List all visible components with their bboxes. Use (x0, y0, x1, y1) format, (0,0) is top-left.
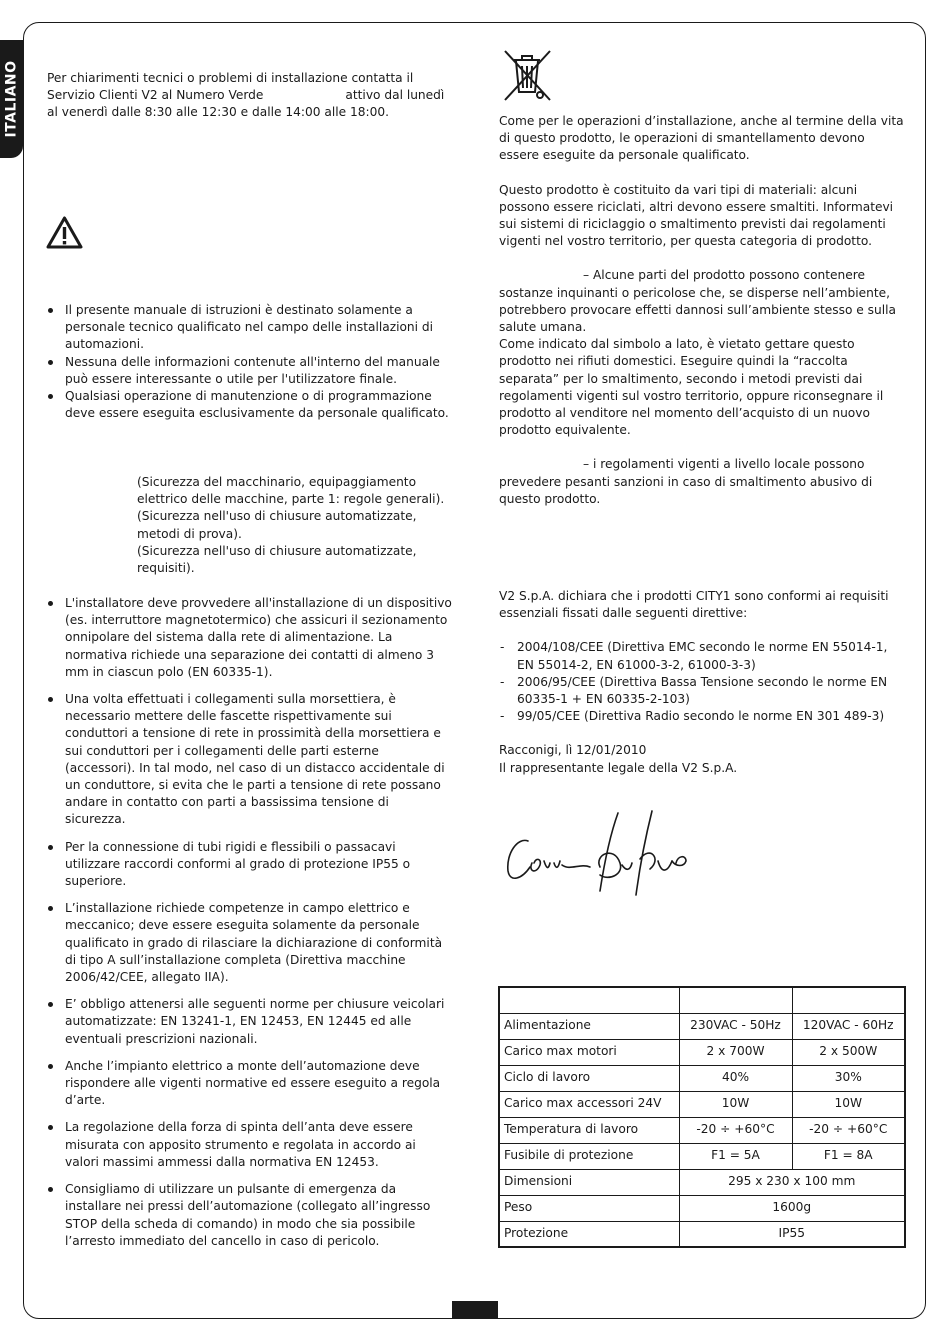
table-cell (679, 987, 792, 1013)
list-item: Il presente manuale di istruzioni è destinato solamente a personale tecnico qualificato nel campo delle installazioni di automazioni. (47, 302, 452, 354)
installation-notes (47, 595, 452, 1260)
warning-list (47, 302, 452, 422)
table-cell: 2 x 700W (679, 1039, 792, 1065)
table-cell: 295 x 230 x 100 mm (679, 1169, 905, 1195)
standard-item: (Sicurezza nell'uso di chiusure automatizzate, requisiti). (137, 543, 417, 576)
disposal-section (499, 113, 904, 508)
table-row (499, 1091, 905, 1117)
table-header-row (499, 987, 905, 1013)
list-item: La regolazione della forza di spinta dell’anta deve essere misurata con apposito strumento e regolata in accordo ai valori massimi ammessi dalla normativa EN 12453. (47, 1119, 452, 1171)
disposal-paragraph: – i regolamenti vigenti a livello locale possono prevedere pesanti sanzioni in caso di smaltimento abusivo di questo prodotto. (499, 457, 873, 506)
table-cell (499, 987, 679, 1013)
table-cell: Dimensioni (499, 1169, 679, 1195)
table-cell: Ciclo di lavoro (499, 1065, 679, 1091)
list-item: Consigliamo di utilizzare un pulsante di emergenza da installare nei pressi dell’automazione (collegato all’ingresso STOP della scheda di comando) in modo che sia possibile l’arresto immediato del cancello in caso di pericolo. (47, 1181, 452, 1250)
table-cell: Fusibile di protezione (499, 1143, 679, 1169)
table-row (499, 1117, 905, 1143)
table-cell: 10W (792, 1091, 905, 1117)
crossed-bin-icon (500, 48, 554, 104)
table-cell: 40% (679, 1065, 792, 1091)
list-item: - 2006/95/CEE (Direttiva Bassa Tensione secondo le norme EN 60335-1 + EN 60335-2-103) (499, 674, 904, 708)
table-cell: Alimentazione (499, 1013, 679, 1039)
declaration-text: V2 S.p.A. dichiara che i prodotti CITY1 sono conformi ai requisiti essenziali fissati dalle seguenti direttive: (499, 589, 889, 621)
list-item: Qualsiasi operazione di manutenzione o di programmazione deve essere eseguita esclusivamente da personale qualificato. (47, 388, 452, 422)
standard-item: (Sicurezza del macchinario, equipaggiamento elettrico delle macchine, parte 1: regole generali). (137, 475, 445, 507)
list-item: L’installazione richiede competenze in campo elettrico e meccanico; deve essere eseguita solamente da personale qualificato in grado di rilasciare la dichiarazione di conformità di tipo A sull’installazione completa (Direttiva macchine 2006/42/CEE, allegato IIA). (47, 900, 452, 986)
table-cell: 1600g (679, 1195, 905, 1221)
standard-item: (Sicurezza nell'uso di chiusure automatizzate, metodi di prova). (137, 509, 417, 541)
language-tab: ITALIANO (0, 40, 23, 158)
table-cell: 230VAC - 50Hz (679, 1013, 792, 1039)
list-item: Nessuna delle informazioni contenute all'interno del manuale può essere interessante o utile per l'utilizzatore finale. (47, 354, 452, 388)
table-cell: 30% (792, 1065, 905, 1091)
table-cell: Carico max accessori 24V (499, 1091, 679, 1117)
table-cell: Protezione (499, 1221, 679, 1247)
table-cell: F1 = 8A (792, 1143, 905, 1169)
list-item: - 99/05/CEE (Direttiva Radio secondo le norme EN 301 489-3) (499, 708, 904, 725)
disposal-paragraph: Questo prodotto è costituito da vari tipi di materiali: alcuni possono essere riciclati, altri devono essere smaltiti. Informatevi sui sistemi di riciclaggio o smaltimento previsti dai regolamenti vigenti nel vostro territorio, per questa categoria di prodotto. (499, 182, 894, 249)
table-cell: Carico max motori (499, 1039, 679, 1065)
disposal-paragraph: – Alcune parti del prodotto possono contenere sostanze inquinanti o pericolose che, se disperse nell’ambiente, potrebbero provocare effetti dannosi sull’ambiente stesso e sulla salute umana. (499, 268, 896, 335)
list-item: Una volta effettuati i collegamenti sulla morsettiera, è necessario mettere delle fascette rispettivamente sui conduttori a tensione di rete in prossimità della morsettiera e sui conduttori per i collegamenti delle parti esterne (accessori). In tal modo, nel caso di un distacco accidentale di un conduttore, si evita che le parti a tensione di rete possano andare in contatto con parti a bassissima tensione di sicurezza. (47, 691, 452, 829)
list-item: Per la connessione di tubi rigidi e flessibili o passacavi utilizzare raccordi conformi al grado di protezione IP55 o superiore. (47, 839, 452, 891)
specifications-table (498, 986, 906, 1248)
signature (500, 805, 690, 900)
table-row (499, 1013, 905, 1039)
table-cell: F1 = 5A (679, 1143, 792, 1169)
table-row (499, 1221, 905, 1247)
table-cell: IP55 (679, 1221, 905, 1247)
list-item: Anche l’impianto elettrico a monte dell’automazione deve rispondere alle vigenti normative ed essere eseguito a regola d’arte. (47, 1058, 452, 1110)
table-cell: 10W (679, 1091, 792, 1117)
legal-representative: Il rappresentante legale della V2 S.p.A. (499, 760, 738, 775)
disposal-paragraph: Come indicato dal simbolo a lato, è vietato gettare questo prodotto nei rifiuti domestici. Eseguire quindi la “raccolta separata” per lo smaltimento, secondo i metodi previsti dai regolamenti vigenti sul vostro territorio, oppure riconsegnare il prodotto al venditore nel momento dell’acquisto di un nuovo prodotto equivalente. (499, 337, 884, 438)
table-cell: -20 ÷ +60°C (679, 1117, 792, 1143)
table-row (499, 1039, 905, 1065)
table-cell: 2 x 500W (792, 1039, 905, 1065)
table-row (499, 1169, 905, 1195)
intro-paragraph: Per chiarimenti tecnici o problemi di installazione contatta il Servizio Clienti V2 al Numero Verde attivo dal lunedì al venerdì dalle 8:30 alle 12:30 e dalle 14:00 alle 18:00. (47, 71, 445, 120)
table-cell (792, 987, 905, 1013)
table-cell: 120VAC - 60Hz (792, 1013, 905, 1039)
table-cell: -20 ÷ +60°C (792, 1117, 905, 1143)
list-item: E’ obbligo attenersi alle seguenti norme per chiusure veicolari automatizzate: EN 13241-1, EN 12453, EN 12445 ed alle eventuali prescrizioni nazionali. (47, 996, 452, 1048)
standards-list (137, 474, 452, 577)
table-row (499, 1143, 905, 1169)
table-row (499, 1065, 905, 1091)
table-cell: Temperatura di lavoro (499, 1117, 679, 1143)
directive-list (499, 639, 904, 725)
disposal-paragraph: Come per le operazioni d’installazione, anche al termine della vita di questo prodotto, le operazioni di smantellamento devono essere eseguite da personale qualificato. (499, 114, 904, 163)
page-number-tab (452, 1301, 498, 1319)
list-item: L'installatore deve provvedere all'installazione di un dispositivo (es. interruttore magnetotermico) che assicuri il sezionamento onnipolare del sistema dalla rete di alimentazione. La normativa richiede una separazione dei contatti di almeno 3 mm in ciascun polo (EN 60335-1). (47, 595, 452, 681)
warning-triangle-icon (46, 216, 83, 249)
table-row (499, 1195, 905, 1221)
declaration-section (499, 588, 904, 777)
list-item: - 2004/108/CEE (Direttiva EMC secondo le norme EN 55014-1, EN 55014-2, EN 61000-3-2, 61000-3-3) (499, 639, 904, 673)
place-date: Racconigi, lì 12/01/2010 (499, 743, 647, 758)
table-cell: Peso (499, 1195, 679, 1221)
